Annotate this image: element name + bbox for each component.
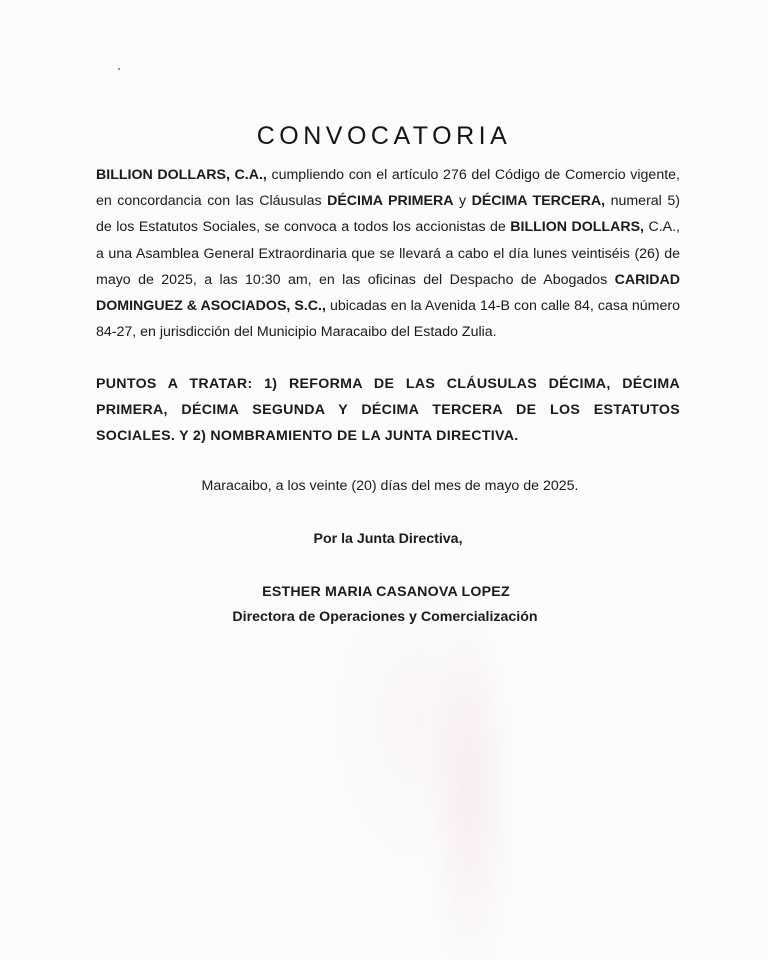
convocation-body — [96, 162, 680, 345]
law-firm-name: CARIDAD DOMINGUEZ & ASOCIADOS, S.C., — [96, 271, 680, 315]
body-text-5: ubicadas en la Avenida 14-B con calle 84, casa número 84-27, en jurisdicción del Municipio Maracaibo del Estado Zulia. — [96, 298, 680, 341]
scan-speck — [118, 68, 120, 70]
body-text-4: C.A., a una Asamblea General Extraordinaria que se llevará a cabo el día lunes veintiséis (26) de mayo de 2025, a las 10:30 am, en las oficinas del Despacho de Abogados — [96, 219, 680, 288]
body-text-2: y — [453, 193, 472, 210]
clause-decima-primera: DÉCIMA PRIMERA — [327, 193, 454, 210]
clause-decima-tercera: DÉCIMA TERCERA, — [471, 193, 606, 210]
signer-name: ESTHER MARIA CASANOVA LOPEZ — [262, 584, 510, 600]
document-title: CONVOCATORIA — [256, 122, 512, 150]
body-text-1: cumpliendo con el artículo 276 del Código de Comercio vigente, en concordancia con las Cláusulas — [96, 167, 680, 210]
signed-by-line: Por la Junta Directiva, — [313, 531, 463, 547]
company-name-repeat: BILLION DOLLARS, — [510, 219, 644, 236]
body-text-3: numeral 5) de los Estatutos Sociales, se convoca a todos los accionistas de — [96, 193, 680, 236]
date-line: Maracaibo, a los veinte (20) días del mes de mayo de 2025. — [201, 478, 579, 494]
signer-role: Directora de Operaciones y Comercialización — [232, 609, 538, 625]
agenda-points: PUNTOS A TRATAR: 1) REFORMA DE LAS CLÁUSULAS DÉCIMA, DÉCIMA PRIMERA, DÉCIMA SEGUNDA Y DÉCIMA TERCERA DE LOS ESTATUTOS SOCIALES. Y 2) NOMBRAMIENTO DE LA JUNTA DIRECTIVA. — [96, 376, 680, 445]
company-name: BILLION DOLLARS, C.A., — [96, 167, 267, 183]
